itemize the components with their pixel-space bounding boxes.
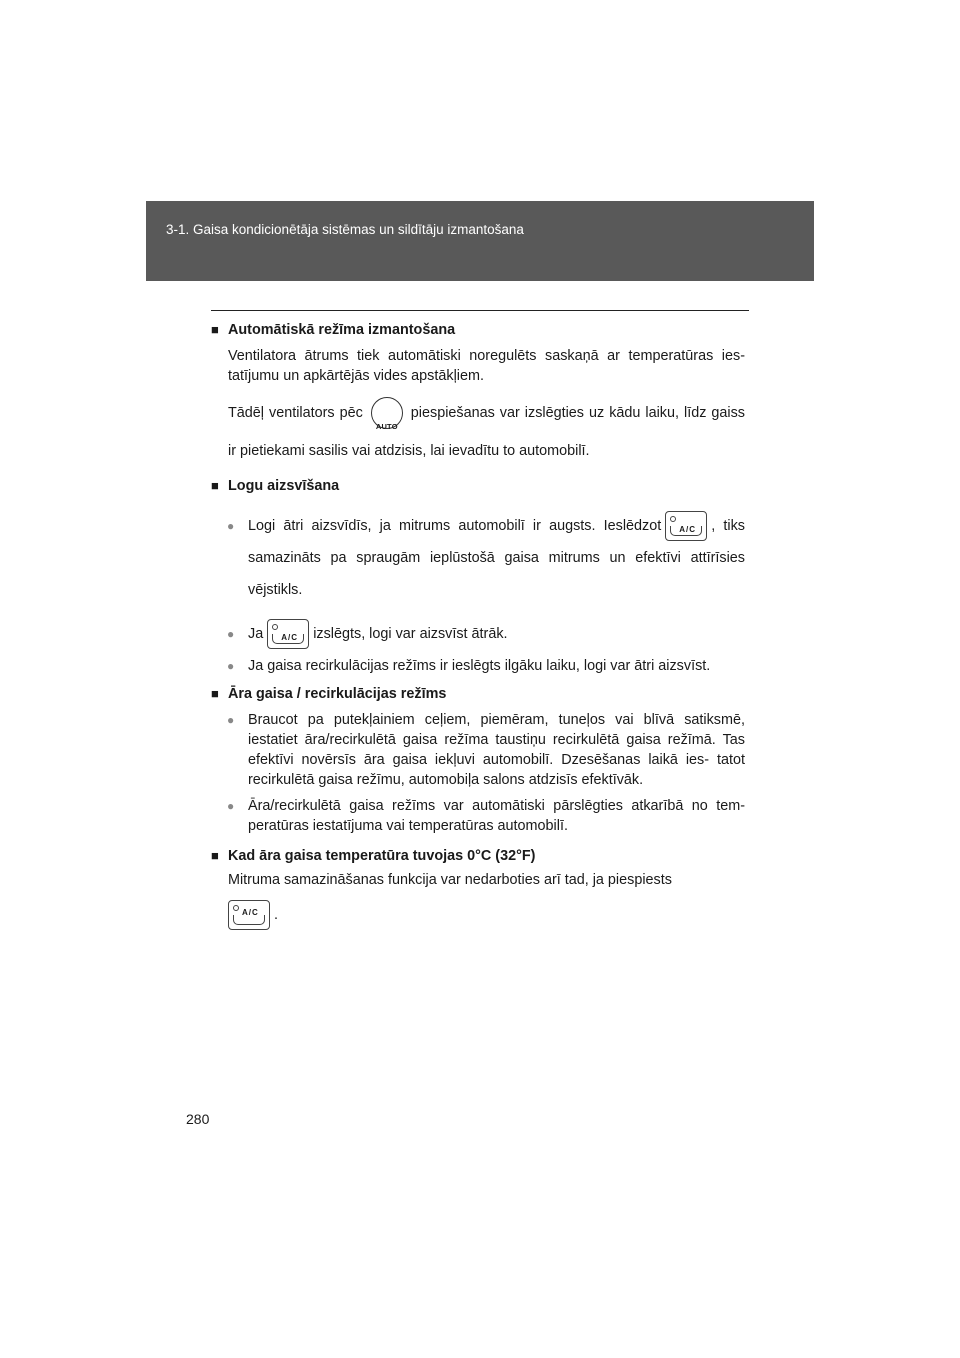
- square-marker-icon: ■: [211, 478, 219, 493]
- section-heading-auto: ■ Automātiskā režīma izmantošana: [211, 322, 456, 338]
- section-heading-fog: ■ Logu aizsvīšana: [211, 478, 340, 494]
- paragraph: Tādēļ ventilators pēc AUTO piespiešanas var izslēgties uz kādu laiku, līdz gaiss ir pietiekami sasilis vai atdzisis, lai ievadītu to automobilī.: [211, 394, 745, 470]
- paragraph: A/C .: [211, 900, 745, 930]
- list-item: ● Braucot pa putekļainiem ceļiem, piemēram, tuneļos vai blīvā satiksmē, iestatiet āra/recirkulētā gaisa režīma taustiņu recirkulētā gaisa režīmā. Tas efektīvi novērsīs āra gaisa iekļuvi automobilī. Dzesēšanas laikā ies- tatot recirkulētā gaisa režīmu, automobiļa salons atdzisīs efektīvāk.: [227, 712, 745, 788]
- ac-button-icon: A/C: [665, 511, 707, 541]
- chapter-header: [146, 201, 814, 281]
- list-item: ● Logi ātri aizsvīdīs, ja mitrums automobilī ir augsts. Ieslēdzot A/C , tiks samazināts pa spraugām ieplūstošā gaisa mitrums un efektīvi attīrīsies vējstikls.: [211, 510, 745, 606]
- square-marker-icon: ■: [211, 848, 219, 863]
- bullet-icon: ●: [227, 627, 235, 641]
- square-marker-icon: ■: [211, 322, 219, 337]
- chapter-title: 3-1. Gaisa kondicionētāja sistēmas un sildītāju izmantošana: [166, 222, 524, 237]
- ac-button-icon: A/C: [228, 900, 270, 930]
- header-rule: [211, 310, 749, 311]
- page-content: [211, 320, 745, 930]
- bullet-icon: ●: [227, 519, 235, 533]
- page-number: 280: [186, 1111, 210, 1127]
- auto-button-icon: AUTO: [371, 397, 403, 429]
- section-heading-recirc: ■ Āra gaisa / recirkulācijas režīms: [211, 686, 447, 702]
- list-item: ● Ja gaisa recirkulācijas režīms ir ieslēgts ilgāku laiku, logi var ātri aizsvīst.: [227, 658, 711, 674]
- bullet-icon: ●: [227, 799, 235, 813]
- bullet-icon: ●: [227, 659, 235, 673]
- ac-button-icon: A/C: [267, 619, 309, 649]
- square-marker-icon: ■: [211, 686, 219, 701]
- bullet-icon: ●: [227, 713, 235, 727]
- list-item: ● Āra/recirkulētā gaisa režīms var automātiski pārslēgties atkarībā no tem- peratūras iestatījuma vai temperatūras automobilī.: [227, 798, 745, 834]
- paragraph: Mitruma samazināšanas funkcija var nedarboties arī tad, ja piespiests: [228, 872, 672, 888]
- list-item: ● Ja A/C izslēgts, logi var aizsvīst ātrāk.: [211, 618, 745, 650]
- paragraph: Ventilatora ātrums tiek automātiski noregulēts saskaņā ar temperatūras ies- tatījumu un apkārtējās vides apstākļiem.: [228, 348, 745, 384]
- section-heading-cold: ■ Kad āra gaisa temperatūra tuvojas 0°C (32°F): [211, 848, 536, 864]
